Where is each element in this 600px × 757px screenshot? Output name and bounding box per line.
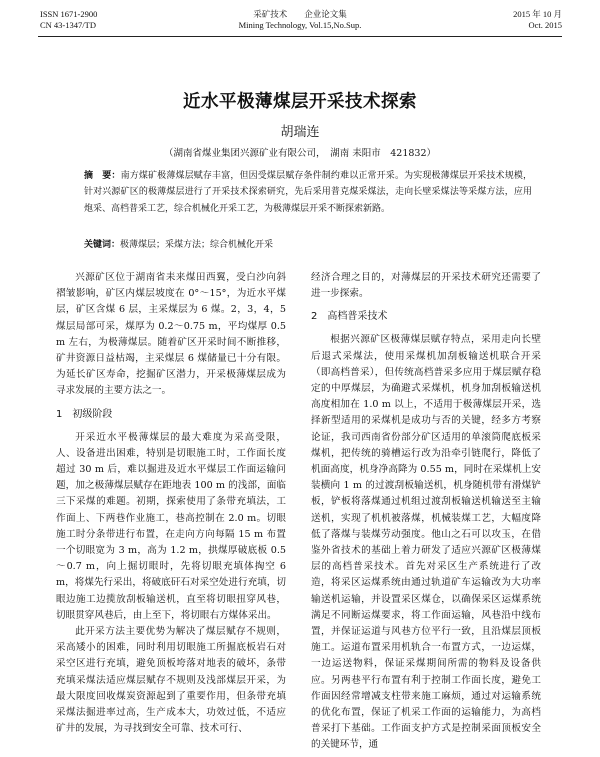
journal-name-block <box>0 9 600 31</box>
abstract-text: 南方煤矿极薄煤层赋存丰富，但因受煤层赋存条件制约难以正常开采。为实现极薄煤层开采技术规模，针对兴源矿区的极薄煤层进行了开采技术探索研究，先后采用普克煤采煤法，走向长壁采煤法等采煤方法，应用炮采、高档普采工艺，综合机械化开采工艺，为极薄煤层开采不断探索新路。 <box>84 171 532 214</box>
cn-text: CN 43-1347/TD <box>40 20 96 30</box>
journal-date-block <box>513 9 562 31</box>
header-rule <box>38 36 562 37</box>
paper-title: 近水平极薄煤层开采技术探索 <box>183 92 417 112</box>
section1-paragraph-2: 此开采方法主要优势为解决了煤层赋存不规则，采高矮小的困难，同时利用切眼施工所掘底板岩石对采空区进行充填，避免顶板垮落对地表的破坏，条带充填采煤法适应煤层赋存不规则及浅部煤层开采，为最大限度回收煤炭资源起到了重要作用，但条带充填采煤法掘进率过高，生产成本大，功效过低，不适应矿井的发展，为寻找到安全可靠、技术可行、 <box>56 626 286 735</box>
keywords-label: 关键词： <box>84 240 121 250</box>
right-column <box>311 270 541 754</box>
left-column <box>56 270 286 737</box>
continuation-paragraph: 经济合理之目的，对薄煤层的开采技术研究还需要了进一步探索。 <box>311 272 541 300</box>
keywords <box>84 238 532 252</box>
abstract <box>84 168 532 217</box>
section-heading-1: 1 初级阶段 <box>56 408 113 420</box>
date-en: Oct. 2015 <box>528 20 562 30</box>
paper-affiliation: （湖南省煤业集团兴源矿业有限公司， 湖南 耒阳市 421832） <box>163 148 437 159</box>
keywords-text: 极薄煤层；采煤方法；综合机械化开采 <box>120 240 274 250</box>
intro-paragraph: 兴源矿区位于湖南省耒来煤田西翼，受白沙向斜褶皱影响，矿区内煤层坡度在 0°～15°，为近水平煤层，矿区含煤 6 层，主采煤层为 6 煤。2，3，4，5 煤层局部可采，煤厚为 0.2～0.75 m，平均煤厚 0.5 m 左右，为极薄煤层。随着矿区开采时间不断推移，矿井资源日益枯竭，主采煤层 6 煤储量已十分有限。为延长矿区寿命，挖掘矿区潜力，开采极薄煤层成为寻求发展的主要方法之一。 <box>56 272 286 397</box>
paper-author: 胡瑞连 <box>280 125 320 140</box>
section2-paragraph-1: 根据兴源矿区极薄煤层赋存特点，采用走向长壁后退式采煤法，使用采煤机加刮板输送机联合开采（即高档普采），但传统高档普采多应用于煤层赋存稳定的中厚煤层，为确避式采煤机，机身加刮板输送机高度相加在 1.0 m 以上，不适用于极薄煤层开采，选择新型适用的采煤机是成功与否的关键，经多方考察论证，我司西南省份部分矿区适用的单滚筒爬底板采煤机，把传统的骑槽运行改为沿牵引链爬行，降低了机面高度，机身净高降为 0.55 m，同时在采煤机上安装横向 1 m 的过渡刮板输送机，机身随机带有滑煤铲板，铲板将落煤通过机组过渡刮板输送机输送至主输送机，实现了机机被落煤，机械装煤工艺，大幅度降低了落煤与装煤劳动强度。他山之石可以攻玉，在借鉴外省技术的基础上着力研发了适应兴源矿区极薄煤层的高档普采技术。首先对采区生产系统进行了改造，将采区运煤系统由通过轨道矿车运输改为大功率输送机运输，并设置采区煤仓，以确保采区运煤系统满足不同断运煤要求，将工作面运输，风巷沿中线布置，并保证运道与风巷方位平行一致，且沿煤层顶板施工。运道布置采用机轨合一布置方式，一边运煤，一边运送物料，保证采煤期间所需的物料及设备供应。另两巷平行布置有利于控制工作面长度，避免工作面因经常增减支柱带来施工麻烦，通过对运输系统的优化布置，保证了机采工作面的运输能力，为高档普采打下基础。工作面支护方式是控制采面顶板安全的关键环节，通 <box>311 334 541 751</box>
date-cn: 2015 年 10 月 <box>513 9 562 19</box>
abstract-label: 摘 要： <box>84 171 121 181</box>
section-heading-2: 2 高档普采技术 <box>311 311 388 323</box>
issn-text: ISSN 1671-2900 <box>40 9 98 19</box>
section1-paragraph-1: 开采近水平极薄煤层的最大难度为采高受限，人、设备进出困难，特别是切眼施工时，工作面长度超过 30 m 后，难以掘进及近水平煤层工作面运输问题，加之极薄煤层赋存在距地表 100 m 的浅部，面临三下采煤的难题。初期，探索使用了条带充填法，工作面上、下两巷作业施工，巷高控制在 2.0 m。切眼施工时分条带进行布置，在走向方向每隔 15 m 布置一个切眼宽为 3 m，高为 1.2 m，拱煤厚破底板 0.5～0.7 m，向上掘切眼时，先将切眼充填体掏空 6 m，将煤先行采出，将破底矸石对采空处进行充填，切眼边施工边揽放刮板输送机，直至将切眼扭穿风巷，切眼贯穿风巷后，由上至下，将切眼右方煤体采出。 <box>56 431 286 621</box>
journal-name-en: Mining Technology, Vol.15,No.Sup. <box>238 20 362 30</box>
journal-name-cn: 采矿技术 企业论文集 <box>253 9 347 19</box>
